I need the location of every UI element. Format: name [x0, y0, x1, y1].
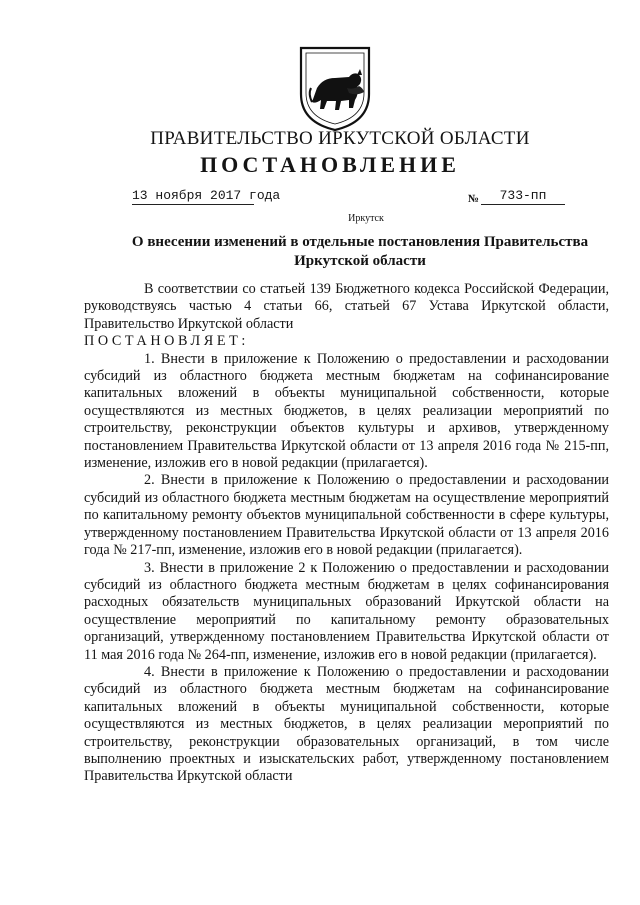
- decree-number: 733-пп: [481, 188, 565, 205]
- decree-subject: О внесении изменений в отдельные постановления Правительства Иркутской области: [131, 234, 589, 269]
- government-name: ПРАВИТЕЛЬСТВО ИРКУТСКОЙ ОБЛАСТИ: [150, 128, 530, 149]
- item-paragraph-4: 4. Внести в приложение к Положению о предоставлении и расходовании субсидий из областного бюджета местным бюджетам на софинансирование капитальных вложений в объекты муниципальной собственности, которые осуществляются из местных бюджетов, в целях реализации мероприятий по строительству, реконструкции образовательных организаций, в том числе выполнению проектных и изыскательских работ, утвержденному постановлением Правительства Иркутской области: [84, 663, 609, 785]
- number-sign: №: [468, 193, 480, 205]
- decree-date: 13 ноября 2017 года: [132, 188, 281, 203]
- item-paragraph-3: 3. Внести в приложение 2 к Положению о предоставлении и расходовании субсидий из областного бюджета местным бюджетам в целях софинансирования расходных обязательств муниципальных образований Иркутской области на осуществление мероприятий по капитальному ремонту образовательных организаций, утвержденному постановлением Правительства Иркутской области от 11 мая 2016 года № 264-пп, изменение, изложив его в новой редакции (прилагается).: [84, 559, 609, 663]
- preamble-paragraph: В соответствии со статьей 139 Бюджетного кодекса Российской Федерации, руководствуясь частью 4 статьи 66, статьей 67 Устава Иркутской области, Правительство Иркутской области: [84, 281, 609, 332]
- item-paragraph-2: 2. Внести в приложение к Положению о предоставлении и расходовании субсидий из областного бюджета местным бюджетам на осуществление мероприятий по капитальному ремонту объектов муниципальной собственности в сфере культуры, утвержденному постановлением Правительства Иркутской области от 13 апреля 2016 года № 217-пп, изменение, изложив его в новой редакции (прилагается).: [84, 472, 609, 559]
- document-type: ПОСТАНОВЛЕНИЕ: [200, 152, 460, 177]
- decree-body: [84, 281, 609, 786]
- coat-of-arms-emblem: [297, 44, 373, 132]
- item-paragraph-1: 1. Внести в приложение к Положению о предоставлении и расходовании субсидий из областного бюджета местным бюджетам на софинансирование капитальных вложений в объекты муниципальной собственности, которые осуществляются из местных бюджетов, в целях реализации мероприятий по строительству, реконструкции объектов культуры и архивов, утвержденному постановлением Правительства Иркутской области от 13 апреля 2016 года № 215-пп, изменение, изложив его в новой редакции (прилагается).: [84, 350, 609, 472]
- city-name: Иркутск: [348, 213, 384, 224]
- resolves-heading: ПОСТАНОВЛЯЕТ:: [84, 333, 249, 350]
